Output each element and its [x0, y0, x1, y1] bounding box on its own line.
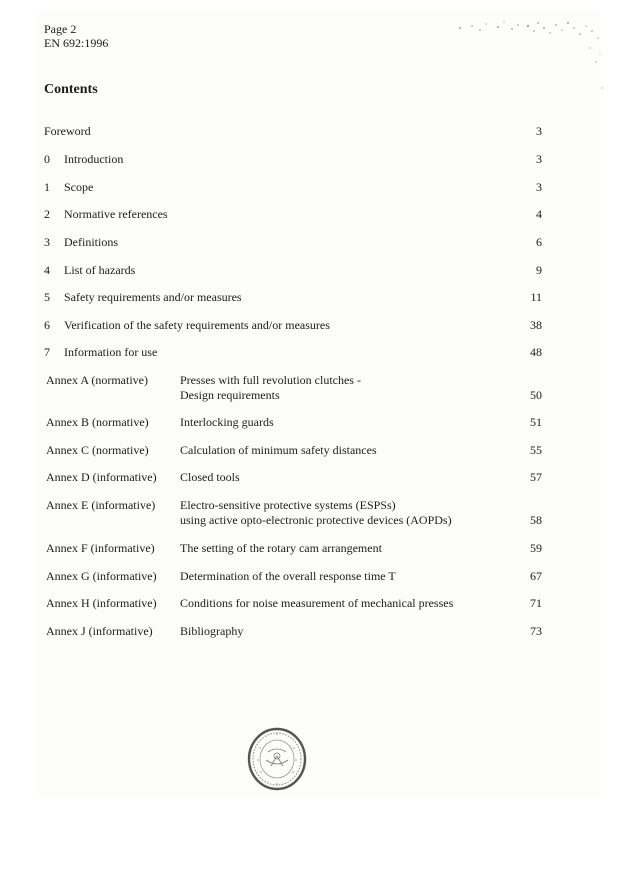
toc-annex-label: Annex G (informative) [46, 569, 157, 583]
toc-entry-page: 9 [536, 263, 542, 277]
toc-annex-title-line: The setting of the rotary cam arrangement [180, 541, 382, 555]
toc-annex-label: Annex F (informative) [46, 541, 155, 555]
toc-annex-title [180, 596, 453, 611]
toc-entry-number: 6 [44, 318, 50, 332]
toc-annex-label: Annex C (normative) [46, 443, 149, 457]
page-header [44, 22, 108, 50]
toc-entry-label: Definitions [64, 235, 118, 249]
toc-entry-page: 38 [530, 318, 542, 332]
toc-annex-title [180, 415, 274, 430]
toc-annex-title [180, 569, 396, 584]
toc-annex-title-line: using active opto-electronic protective devices (AOPDs) [180, 513, 452, 527]
toc-entry-label: Safety requirements and/or measures [64, 290, 242, 304]
toc-annex-title [180, 470, 240, 485]
toc-entry-number: 4 [44, 263, 50, 277]
toc-annex-title-line: Determination of the overall response time T [180, 569, 396, 583]
toc-annex-title-line: Bibliography [180, 624, 244, 638]
toc-entry-label: Introduction [64, 152, 124, 166]
toc-entry-label: Scope [64, 180, 94, 194]
toc-annex-title [180, 373, 361, 403]
toc-annex-title-line: Calculation of minimum safety distances [180, 443, 377, 457]
document-page [38, 10, 600, 796]
toc-entry-page: 51 [530, 415, 542, 429]
toc-entry-page: 48 [530, 345, 542, 359]
toc-entry-page: 73 [530, 624, 542, 638]
toc-entry-page: 58 [530, 513, 542, 527]
toc-annex-label: Annex D (informative) [46, 470, 157, 484]
toc-entry-label: List of hazards [64, 263, 136, 277]
page-number: Page 2 [44, 22, 77, 36]
toc-entry-number: 2 [44, 207, 50, 221]
toc-annex-title-line: Closed tools [180, 470, 240, 484]
toc-entry-label: Information for use [64, 345, 158, 359]
toc-annex-title-line: Conditions for noise measurement of mechanical presses [180, 596, 454, 610]
toc-entry-number: 5 [44, 290, 50, 304]
toc-annex-label: Annex B (normative) [46, 415, 149, 429]
toc-entry-page: 3 [536, 180, 542, 194]
toc-entry-page: 50 [530, 388, 542, 402]
toc-entry-label: Normative references [64, 207, 168, 221]
toc-entry-page: 67 [530, 569, 542, 583]
toc-entry-page: 6 [536, 235, 542, 249]
toc-entry-number: 7 [44, 345, 50, 359]
toc-entry-number: 3 [44, 235, 50, 249]
toc-entry-page: 59 [530, 541, 542, 555]
toc-annex-label: Annex E (informative) [46, 498, 156, 512]
toc-annex-label: Annex J (informative) [46, 624, 153, 638]
toc-annex-title-line: Electro-sensitive protective systems (ESPSs) [180, 498, 396, 512]
embossed-seal-icon [246, 726, 308, 792]
toc-entry-page: 71 [530, 596, 542, 610]
toc-entry-label: Verification of the safety requirements and/or measures [64, 318, 330, 332]
toc-entry-label: Foreword [44, 124, 91, 138]
toc-entry-page: 4 [536, 207, 542, 221]
scan-specks [440, 14, 610, 94]
document-id: EN 692:1996 [44, 36, 109, 50]
toc-entry-number: 1 [44, 180, 50, 194]
toc-entry-page: 11 [530, 290, 542, 304]
toc-entry-number: 0 [44, 152, 50, 166]
toc-annex-title-line: Design requirements [180, 388, 280, 402]
toc-annex-title [180, 624, 243, 639]
toc-entry-page: 3 [536, 152, 542, 166]
toc-annex-title [180, 443, 377, 458]
toc-annex-title-line: Interlocking guards [180, 415, 274, 429]
toc-annex-title [180, 498, 452, 528]
toc-entry-page: 3 [536, 124, 542, 138]
toc-annex-title-line: Presses with full revolution clutches - [180, 373, 361, 387]
toc-annex-title [180, 541, 382, 556]
toc-annex-label: Annex H (informative) [46, 596, 157, 610]
toc-entry-page: 55 [530, 443, 542, 457]
contents-title: Contents [44, 82, 98, 97]
toc-entry-page: 57 [530, 470, 542, 484]
toc-annex-label: Annex A (normative) [46, 373, 148, 387]
